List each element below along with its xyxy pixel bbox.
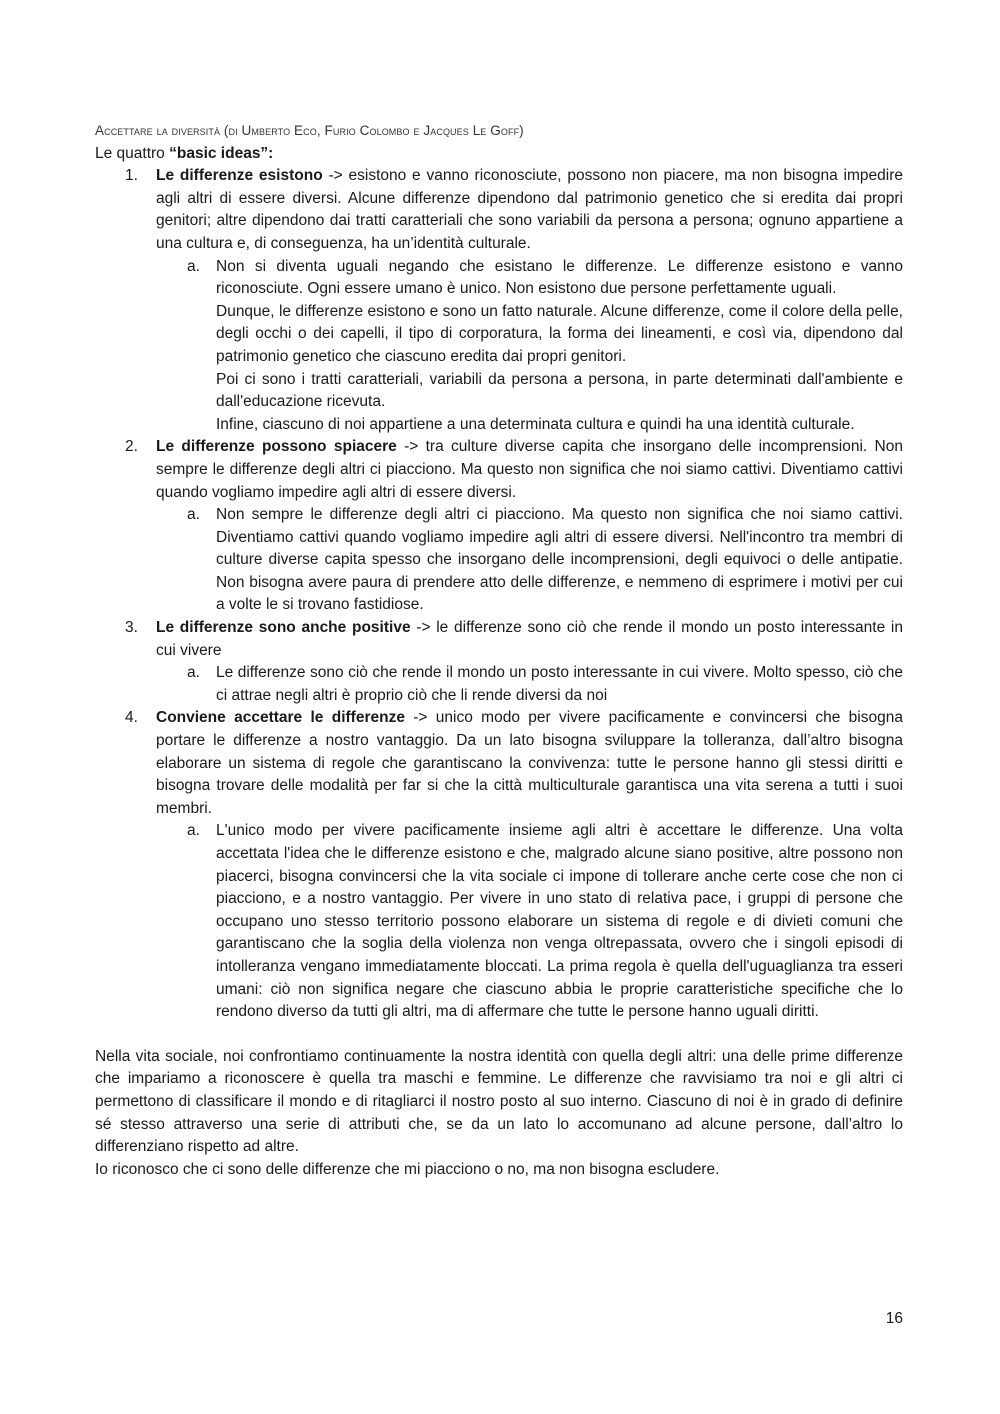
idea-sub-list — [156, 256, 903, 437]
sub-marker: a. — [187, 506, 200, 524]
idea-number: 4. — [125, 709, 138, 727]
intro-line — [95, 143, 903, 166]
intro-bold: “basic ideas”: — [169, 144, 274, 162]
sub-marker: a. — [187, 664, 200, 682]
idea-sub-list — [156, 504, 903, 617]
section-heading: Accettare la diversità (di Umberto Eco, Furio Colombo e Jacques Le Goff) — [95, 123, 524, 138]
sub-paragraph: Dunque, le differenze esistono e sono un fatto naturale. Alcune differenze, come il colore della pelle, degli occhi o dei capelli, il tipo di corporatura, la forma dei lineamenti, e così via, dipendono dal patrimonio genetico che ciascuno eredita dai propri genitori. — [216, 302, 903, 365]
sub-paragraph: Infine, ciascuno di noi appartiene a una determinata cultura e quindi ha una identità culturale. — [216, 415, 855, 433]
idea-title: Conviene accettare le differenze — [156, 709, 405, 727]
idea-number: 1. — [125, 167, 138, 185]
idea-item — [125, 165, 903, 436]
idea-number: 2. — [125, 438, 138, 456]
idea-text: -> tra culture diverse capita che insorgano delle incomprensioni. Non sempre le differenze degli altri ci piacciono. Ma questo non significa che noi siamo cattivi. Diventiamo cattivi quando vogliamo impedire agli altri di essere diversi. — [156, 438, 903, 501]
sub-marker: a. — [187, 257, 200, 275]
closing-section — [95, 1046, 903, 1182]
idea-text: -> unico modo per vivere pacificamente e convincersi che bisogna portare le differenze a nostro vantaggio. Da un lato bisogna sviluppare la tolleranza, dall’altro bisogna elaborare un sistema di regole che garantiscano la convivenza: tutte le persone hanno gli stessi diritti e bisogna trovare delle modalità per far si che la città multiculturale garantisca una vita serena a tutti i suoi membri. — [156, 709, 903, 817]
sub-paragraph: L'unico modo per vivere pacificamente insieme agli altri è accettare le differenze. Una volta accettata l'idea che le differenze esistono e che, malgrado alcune siano positive, altre possono non piacerci, bisogna convincersi che la vita sociale ci impone di tollerare anche certe cose che non ci piacciono, e a nostro vantaggio. Per vivere in uno stato di relativa pace, i gruppi di persone che occupano uno stesso territorio possono elaborare un sistema di regole e di divieti comuni che garantiscano che la soglia della violenza non venga oltrepassata, ovvero che i singoli episodi di intolleranza vengano immediatamente bloccati. La prima regola è quella dell'uguaglianza tra esseri umani: ciò non significa negare che ciascuno abbia le proprie caratteristiche specifiche che lo rendono diverso da tutti gli altri, ma di affermare che tutte le persone hanno uguali diritti. — [216, 822, 903, 1021]
idea-number: 3. — [125, 619, 138, 637]
idea-text: -> esistono e vanno riconosciute, possono non piacere, ma non bisogna impedire agli altri di essere diversi. Alcune differenze dipendono dal patrimonio genetico che si eredita dai propri genitori; altre dipendono dai tratti caratteriali che sono variabili da persona a persona; ognuno appartiene a una cultura e, di conseguenza, ha un’identità culturale. — [156, 167, 903, 252]
sub-paragraph: Le differenze sono ciò che rende il mondo un posto interessante in cui vivere. Molto spesso, ciò che ci attrae negli altri è proprio ciò che li rende diversi da noi — [216, 664, 903, 704]
sub-marker: a. — [187, 822, 200, 840]
document-body — [95, 120, 903, 1181]
idea-item — [125, 617, 903, 707]
sub-item — [187, 504, 903, 617]
sub-paragraph: Non sempre le differenze degli altri ci piacciono. Ma questo non significa che noi siamo cattivi. Diventiamo cattivi quando vogliamo impedire agli altri di essere diversi. Nell'incontro tra membri di culture diverse capita spesso che insorgano delle incomprensioni, degli equivoci o delle antipatie. Non bisogna avere paura di prendere atto delle differenze, e nemmeno di esprimere i motivi per cui a volte le si trovano fastidiose. — [216, 506, 903, 614]
basic-ideas-list — [95, 165, 903, 1024]
closing-paragraph: Nella vita sociale, noi confrontiamo continuamente la nostra identità con quella degli altri: una delle prime differenze che impariamo a riconoscere è quella tra maschi e femmine. Le differenze che ravvisiamo tra noi e gli altri ci permettono di classificare il mondo e di ritagliarci il nostro posto al suo interno. Ciascuno di noi è in grado di definire sé stesso attraverso una serie di attributi che, se da un lato lo accomunano ad alcune persone, dall’altro lo differenziano rispetto ad altre. — [95, 1047, 903, 1156]
sub-item — [187, 256, 903, 437]
sub-item — [187, 820, 903, 1023]
idea-title: Le differenze possono spiacere — [156, 438, 397, 456]
idea-item — [125, 436, 903, 617]
idea-sub-list — [156, 662, 903, 707]
idea-sub-list — [156, 820, 903, 1023]
idea-title: Le differenze sono anche positive — [156, 619, 411, 637]
intro-prefix: Le quattro — [95, 144, 170, 162]
sub-paragraph: Poi ci sono i tratti caratteriali, variabili da persona a persona, in parte determinati dall'ambiente e dall'educazione ricevuta. — [216, 370, 903, 411]
idea-item — [125, 707, 903, 1023]
sub-item — [187, 662, 903, 707]
page-number: 16 — [885, 1310, 903, 1327]
idea-title: Le differenze esistono — [156, 167, 323, 185]
closing-paragraph: Io riconosco che ci sono delle differenze che mi piacciono o no, ma non bisogna escludere. — [95, 1160, 720, 1178]
idea-text: -> le differenze sono ciò che rende il mondo un posto interessante in cui vivere — [156, 619, 903, 659]
sub-paragraph: Non si diventa uguali negando che esistano le differenze. Le differenze esistono e vanno riconosciute. Ogni essere umano è unico. Non esistono due persone perfettamente uguali. — [216, 257, 903, 298]
